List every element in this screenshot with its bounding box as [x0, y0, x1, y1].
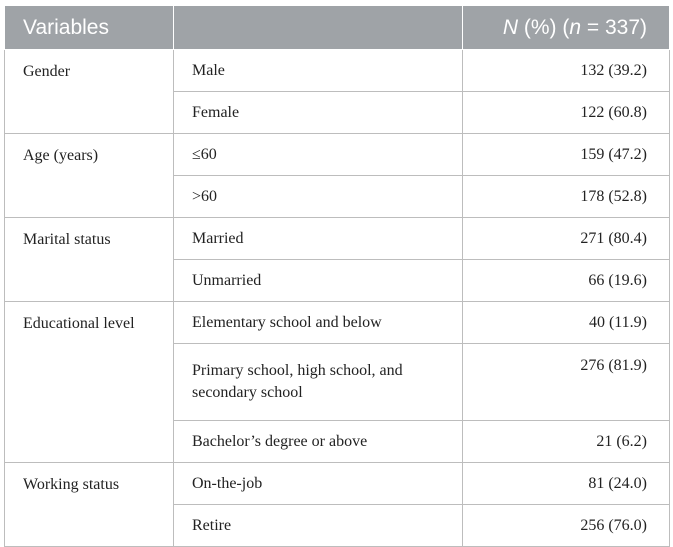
value-cell: 178 (52.8) — [463, 176, 670, 218]
value-cell: 132 (39.2) — [463, 50, 670, 92]
header-count-label: N (%) (n = 337) — [502, 15, 647, 39]
variable-marital-status: Marital status — [5, 218, 174, 302]
value-cell: 256 (76.0) — [463, 505, 670, 547]
header-variables: Variables — [5, 6, 174, 50]
table-row — [5, 50, 670, 92]
category-cell: Male — [174, 50, 463, 92]
category-cell: Elementary school and below — [174, 302, 463, 344]
demographics-table — [4, 5, 670, 547]
table-row — [5, 463, 670, 505]
category-cell: Married — [174, 218, 463, 260]
table-row — [5, 134, 670, 176]
value-cell: 81 (24.0) — [463, 463, 670, 505]
value-cell: 276 (81.9) — [463, 344, 670, 421]
category-cell: On-the-job — [174, 463, 463, 505]
value-cell: 271 (80.4) — [463, 218, 670, 260]
category-cell: ≤60 — [174, 134, 463, 176]
variable-age: Age (years) — [5, 134, 174, 218]
header-row — [5, 6, 670, 50]
variable-working-status: Working status — [5, 463, 174, 547]
header-count — [463, 6, 670, 50]
table-row — [5, 218, 670, 260]
value-cell: 21 (6.2) — [463, 421, 670, 463]
category-cell: Retire — [174, 505, 463, 547]
value-cell: 40 (11.9) — [463, 302, 670, 344]
table-row — [5, 302, 670, 344]
value-cell: 159 (47.2) — [463, 134, 670, 176]
category-cell: Bachelor’s degree or above — [174, 421, 463, 463]
value-cell: 66 (19.6) — [463, 260, 670, 302]
header-category — [174, 6, 463, 50]
category-cell: Unmarried — [174, 260, 463, 302]
category-cell: Primary school, high school, and secondary school — [174, 344, 463, 421]
value-cell: 122 (60.8) — [463, 92, 670, 134]
variable-gender: Gender — [5, 50, 174, 134]
variable-educational-level: Educational level — [5, 302, 174, 463]
category-cell: Female — [174, 92, 463, 134]
category-cell: >60 — [174, 176, 463, 218]
